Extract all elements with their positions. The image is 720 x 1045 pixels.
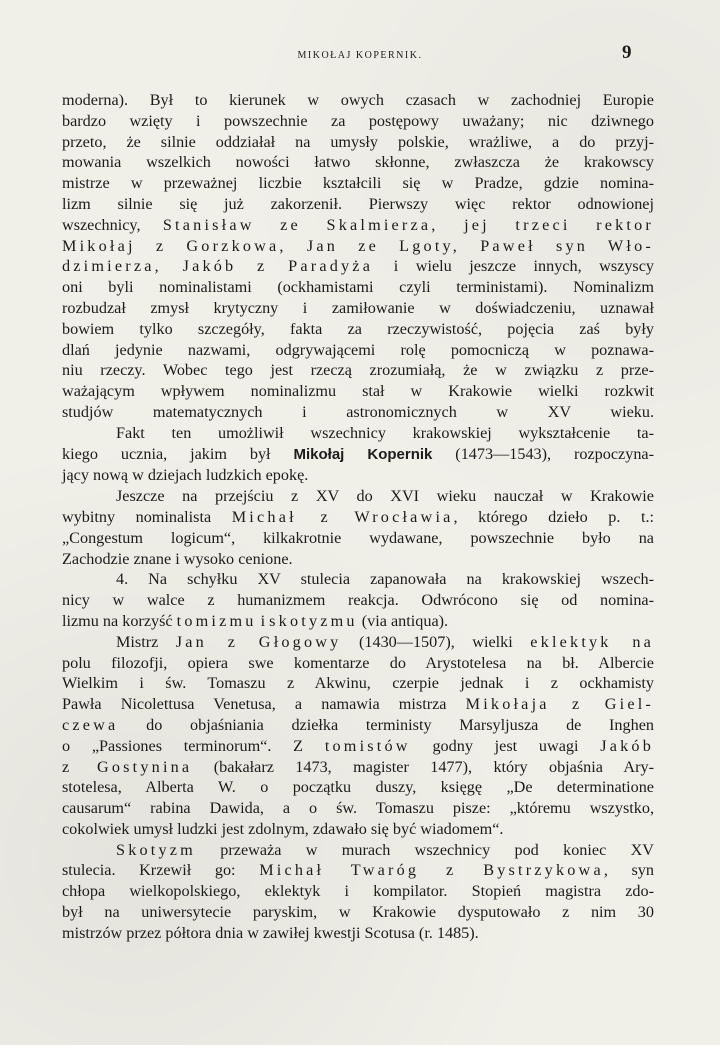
text-line: z Gostynina (bakałarz 1473, magister 1477), który objaśnia Ary- — [62, 757, 654, 776]
text-line: niu rzeczy. Wobec tego jest rzeczą zrozumiałą, że w związku z prze- — [62, 361, 654, 380]
text-line: Fakt ten umożliwił wszechnicy krakowskiej wykształcenie ta- — [116, 423, 654, 442]
text-line: Mistrz Jan z Głogowy (1430—1507), wielki eklektyk na — [116, 632, 655, 651]
text-line: Jeszcze na przejściu z XV do XVI wieku nauczał w Krakowie — [116, 487, 654, 506]
text-line: lizm silnie się już zakorzenił. Pierwszy więc rektor odnowionej — [62, 194, 654, 213]
text-line: Skotyzm przeważa w murach wszechnicy pod koniec XV — [116, 840, 654, 859]
text-line: bardzo wzięty i powszechnie za postępowy uważany; nic dziwnego — [62, 111, 654, 130]
text-line: wybitny nominalista Michał z Wrocławia, którego dzieło p. t.: — [62, 507, 655, 526]
text-line: Zachodzie znane i wysoko cenione. — [62, 549, 293, 568]
text-line: causarum“ rabina Dawida, a o św. Tomaszu pisze: „któremu wszystko, — [62, 799, 654, 818]
text-line: moderna). Był to kierunek w owych czasach w zachodniej Europie — [62, 91, 654, 109]
text-line: kiego ucznia, jakim był Mikołaj Kopernik (1473—1543), rozpoczyna- — [62, 444, 654, 463]
text-line: studjów matematycznych i astronomicznych w XV wieku. — [62, 402, 654, 421]
text-line: jący nową w dziejach ludzkich epokę. — [62, 466, 309, 485]
text-line: nicy w walce z humanizmem reakcja. Odwrócono się od nomina- — [62, 591, 654, 610]
text-line: polu filozofji, opiera swe komentarze do Arystotelesa na bł. Albercie — [62, 653, 654, 672]
text-line: „Congestum logicum“, kilkakrotnie wydawane, powszechnie było na — [62, 528, 654, 547]
running-head: MIKOŁAJ KOPERNIK. — [297, 50, 423, 61]
text-line: Wielkim i św. Tomaszu z Akwinu, czerpie jednak i z ockhamisty — [62, 674, 654, 693]
name-mikolaj-kopernik: Mikołaj Kopernik — [293, 445, 433, 463]
text-line: przeto, że silnie oddziałał na umysły polskie, wrażliwe, a do przyj- — [62, 132, 654, 151]
text-line: był na uniwersytecie paryskim, w Krakowie dysputowało z nim 30 — [62, 903, 654, 922]
text-line: rozbudzał zmysł krytyczny i zamiłowanie w doświadczeniu, uznawał — [62, 298, 654, 317]
text-line: oni byli nominalistami (ockhamistami czyli terministami). Nominalizm — [62, 278, 654, 297]
text-line: 4. Na schyłku XV stulecia zapanowała na krakowskiej wszech- — [116, 570, 654, 589]
text-line: Pawła Nicolettusa Venetusa, a namawia mistrza Mikołaja z Giel- — [62, 695, 654, 714]
text-line: stotelesa, Alberta W. o początku duszy, księgę „De determinatione — [62, 778, 654, 797]
text-line: Mikołaj z Gorzkowa, Jan ze Lgoty, Paweł syn Wło- — [62, 236, 654, 255]
text-line: dzimierza, Jakób z Paradyża i wielu jeszcze innych, wszyscy — [62, 257, 654, 276]
text-line: mistrzów przez półtora dnia w zawiłej kwestji Scotusa (r. 1485). — [62, 923, 479, 942]
text-line: cokolwiek umysł ludzki jest zdolnym, zdawało się być wiadomem“. — [62, 819, 504, 838]
text-line: bowiem tylko szczegóły, fakta za rzeczywistość, pojęcia zaś były — [62, 319, 654, 338]
text-line: dlań jedynie nazwami, odgrywającemi rolę pomocniczą w poznawa- — [62, 340, 654, 359]
body-text — [62, 90, 654, 944]
text-line: o „Passiones terminorum“. Z tomistów godny jest uwagi Jakób — [62, 736, 654, 755]
text-line: chłopa wielkopolskiego, eklektyk i kompilator. Stopień magistra zdo- — [62, 882, 654, 901]
text-line: stulecia. Krzewił go: Michał Twaróg z Bystrzykowa, syn — [62, 861, 654, 880]
text-line: lizmu na korzyść tomizmu i skotyzmu (via antiqua). — [62, 611, 449, 630]
text-line: czewa do objaśniania dziełka terministy Marsyljusza de Inghen — [62, 715, 654, 734]
text-line: ważającym wpływem nominalizmu stał w Krakowie wielki rozkwit — [62, 382, 654, 401]
text-line: mowania wszelkich nowości łatwo skłonne, zwłaszcza że krakowscy — [62, 153, 654, 172]
text-line: wszechnicy, Stanisław ze Skalmierza, jej trzeci rektor — [62, 215, 654, 234]
page-number: 9 — [622, 42, 632, 63]
text-line: mistrze w przeważnej liczbie kształcili się w Pradze, gdzie nomina- — [62, 174, 654, 193]
